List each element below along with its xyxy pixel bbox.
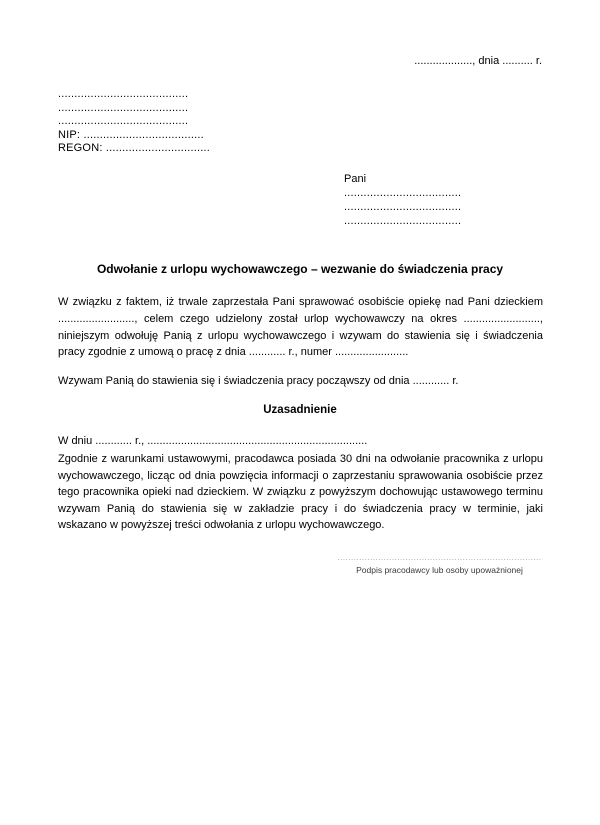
recipient-salutation: Pani: [344, 173, 367, 185]
recipient-fill-line-2: ....................................: [344, 201, 462, 213]
paragraph-summons: Wzywam Panią do stawienia się i świadczenia pracy począwszy od dnia ............ r.: [58, 375, 459, 387]
signature-dotted-line: ...........................................................................: [337, 553, 542, 562]
paragraph-justification: Zgodnie z warunkami ustawowymi, pracodawca posiada 30 dni na odwołanie pracownika z urlopu wychowawczego, licząc od dnia powzięcia informacji o zaprzestaniu sprawowania osobiście przez tego pracownika opieki nad dzieckiem. W związku z powyższym dochowując ustawowego terminu wzywam Panią do stawienia się w zakładzie pracy i do świadczenia pracy w terminie, jaki wskazano w powyższej treści odwołania z urlopu wychowawczego.: [58, 453, 543, 531]
employer-fill-line-2: ........................................: [58, 101, 189, 114]
paragraph-intro: W związku z faktem, iż trwale zaprzestała Pani sprawować osobiście opiekę nad Pani dzieckiem ........................., celem czego udzielony został urlop wychowawczy na okres ........................., niniejszym odwołuję Panią z urlopu wychowawczego i wzywam do stawienia się i świadczenia pracy zgodnie z umową o pracę z dnia ............ r., numer ........................: [58, 296, 543, 359]
signature-caption: Podpis pracodawcy lub osoby upoważnionej: [356, 565, 523, 575]
employer-fill-line-3: ........................................: [58, 115, 189, 128]
employer-regon-line: REGON: ................................: [58, 142, 211, 155]
signature-block: [337, 553, 542, 575]
document-title: Odwołanie z urlopu wychowawczego – wezwanie do świadczenia pracy: [96, 262, 504, 276]
employer-nip-line: NIP: .....................................: [58, 128, 204, 141]
recipient-block: [344, 172, 461, 228]
section-heading-uzasadnienie: Uzasadnienie: [263, 404, 337, 416]
recipient-fill-line-3: ....................................: [344, 215, 462, 227]
employer-fill-line-1: ........................................: [58, 88, 189, 100]
date-place-line: ..................., dnia .......... r.: [414, 55, 542, 67]
recipient-fill-line-1: ....................................: [344, 187, 462, 199]
paragraph-date-line: W dniu ............ r., ........................................................................: [58, 435, 368, 447]
employer-block: [58, 88, 210, 156]
